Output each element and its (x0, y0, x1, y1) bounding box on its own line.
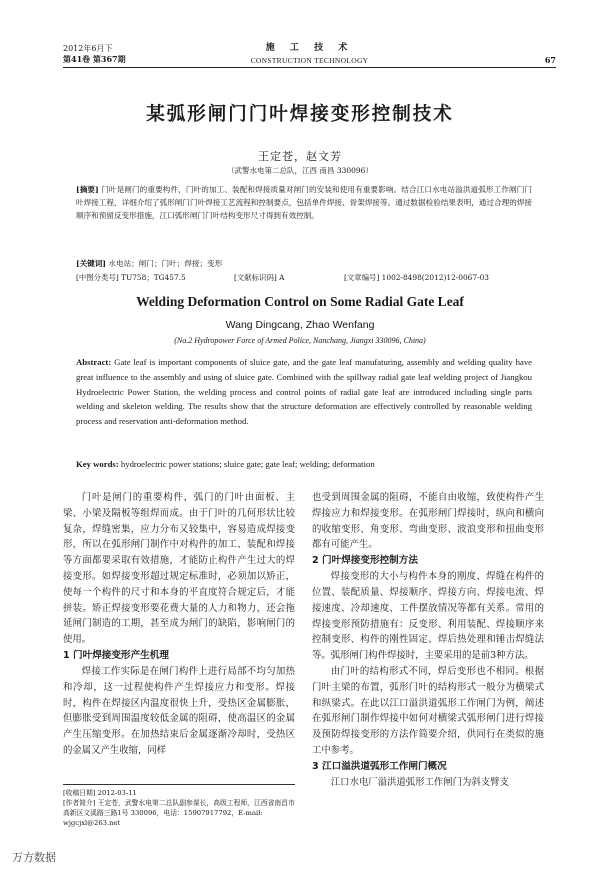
section-heading-3: 3 江口溢洪道弧形工作闸门概况 (312, 760, 447, 772)
abstract-cn (76, 183, 532, 222)
page-number: 67 (544, 55, 556, 65)
author-bio: [作者简介] 王定苍，武警水电第二总队副参谋长，高级工程师，江西省南昌市高新区文溪路三路1号 330096，电话：15907917792，E-mail: wjgcjxl@263.net (63, 799, 295, 827)
issue-date: 2012年6月下 (63, 44, 113, 53)
article-title-en: Welding Deformation Control on Some Radial Gate Leaf (136, 294, 464, 309)
abstract-en (76, 355, 532, 429)
source-watermark: 万方数据 (12, 851, 56, 864)
clc-number: [中图分类号] TU758；TG457.5 (76, 273, 186, 282)
body-paragraph: 门叶是闸门的重要构件，弧门的门叶由面板、主梁、小梁及隔板等组焊而成。由于门叶的几何形状比较复杂，焊缝密集，应力分布又较集中，容易造成焊接变形，所以在弧形闸门制作中对构件的加工、装配和焊接等方面都要采取有效措施，才能防止构件产生过大的焊接变形。如焊接变形超过规定标准时，必须加以矫正，使每一个构件的尺寸和本身的平直度符合规定后，才能拼装。矫正焊接变形要花费大量的人力和物力，还会拖延闸门制造的工期，甚至成为闸门的缺陷，影响闸门的使用。 (63, 492, 295, 646)
section-heading-1: 1 门叶焊接变形产生机理 (63, 649, 169, 661)
keywords-cn-label: [关键词] (76, 259, 106, 268)
keywords-cn (76, 258, 222, 269)
body-column-right (312, 490, 544, 791)
body-paragraph: 焊接工作实际是在闸门构件上进行局部不均匀加热和冷却，这一过程使构件产生焊接应力和变形。焊接时，构件在焊接区内温度很快上升，受热区金属膨胀，但膨胀受到周围温度较低金属的阻碍，使高温区的金属产生压缩变形。在加热结束后金属逐渐冷却时，受热区的金属又产生收缩，同样 (63, 665, 295, 756)
keywords-cn-text: 水电站；闸门；门叶；焊接；变形 (108, 259, 223, 268)
abstract-en-text: Gate leaf is important components of sluice gate, and the gate leaf manufaturing, assembly and welding quality have great influence to the assembly and using of sluice gate. Combined with the spillway radial gate leaf welding project of Jiangkou Hydroelectric Power Station, the welding process and control points of radial gate leaf are introduced including single parts welding and skeleton welding. The results show that the structure deformation are effectively controlled by reasonable welding process and reservation anti-deformation method. (76, 357, 533, 427)
article-title-cn: 某弧形闸门门叶焊接变形控制技术 (146, 104, 454, 125)
authors-cn: 王定苍，赵文芳 (258, 150, 342, 163)
affiliation-cn: （武警水电第二总队，江西 南昌 330096） (227, 166, 373, 175)
affiliation-en: (No.2 Hydropower Force of Armed Police, Nanchang, Jiangxi 330096, China) (174, 336, 426, 345)
authors-en: Wang Dingcang, Zhao Wenfang (225, 319, 375, 331)
journal-name-cn: 施 工 技 术 (265, 43, 354, 53)
keywords-en-label: Key words: (76, 459, 119, 469)
body-paragraph: 也受到周围金属的阻碍，不能自由收缩，致使构件产生焊接应力和焊接变形。在弧形闸门焊接时，纵向和横向的收缩变形、角变形、弯曲变形、波浪变形和扭曲变形都有可能产生。 (312, 492, 544, 551)
abstract-en-label: Abstract: (76, 357, 112, 367)
body-column-left (63, 490, 295, 759)
body-paragraph: 焊接变形的大小与构件本身的刚度、焊缝在构件的位置、装配质量、焊接顺序、焊接方向、焊接电流、焊接速度、冷却速度、工件摆放情况等都有关系。常用的焊接变形预防措施有：反变形、利用装配、焊接顺序来控制变形、构件的刚性固定、焊后热处理和锤击焊缝法等。弧形闸门构件焊接时，主要采用的是前3种方法。 (312, 571, 544, 662)
journal-name-en: CONSTRUCTION TECHNOLOGY (250, 56, 369, 65)
keywords-en-text: hydroelectric power stations; sluice gate; gate leaf; welding; deformation (120, 459, 375, 469)
document-code: [文献标识码] A (234, 273, 285, 282)
abstract-cn-text: 门叶是闸门的重要构件，门叶的加工、装配和焊接质量对闸门的安装和使用有重要影响。结合江口水电站溢洪道弧形工作闸门门叶焊接工程，详细介绍了弧形闸门门叶焊接工艺流程和控制要点，包括单件焊接、骨架焊接等。通过数据检验结果表明，通过合理的焊接顺序和预留反变形措施，江口弧形闸门门叶结构变形尺寸得到有效控制。 (76, 185, 532, 220)
body-paragraph: 由门叶的结构形式不同，焊后变形也不相同。根据门叶主梁的布置，弧形门叶的结构形式一般分为横梁式和纵梁式。在此以江口溢洪道弧形工作闸门为例，阐述在弧形闸门制作焊接中如何对横梁式弧形闸门进行焊接及预防焊接变形的方法作简要介绍，供同行在类似的施工中参考。 (312, 665, 544, 756)
footnote (63, 784, 295, 828)
article-number: [文章编号] 1002-8498(2012)12-0067-03 (344, 273, 489, 282)
running-header (63, 43, 556, 68)
abstract-cn-label: [摘要] (76, 185, 99, 194)
volume-issue: 第41卷 第367期 (63, 54, 126, 64)
section-heading-2: 2 门叶焊接变形控制方法 (312, 555, 418, 567)
keywords-en (76, 459, 532, 469)
body-paragraph: 江口水电厂溢洪道弧形工作闸门为斜支臂支 (330, 776, 509, 788)
received-date: [收稿日期] 2012-03-11 (63, 789, 137, 797)
